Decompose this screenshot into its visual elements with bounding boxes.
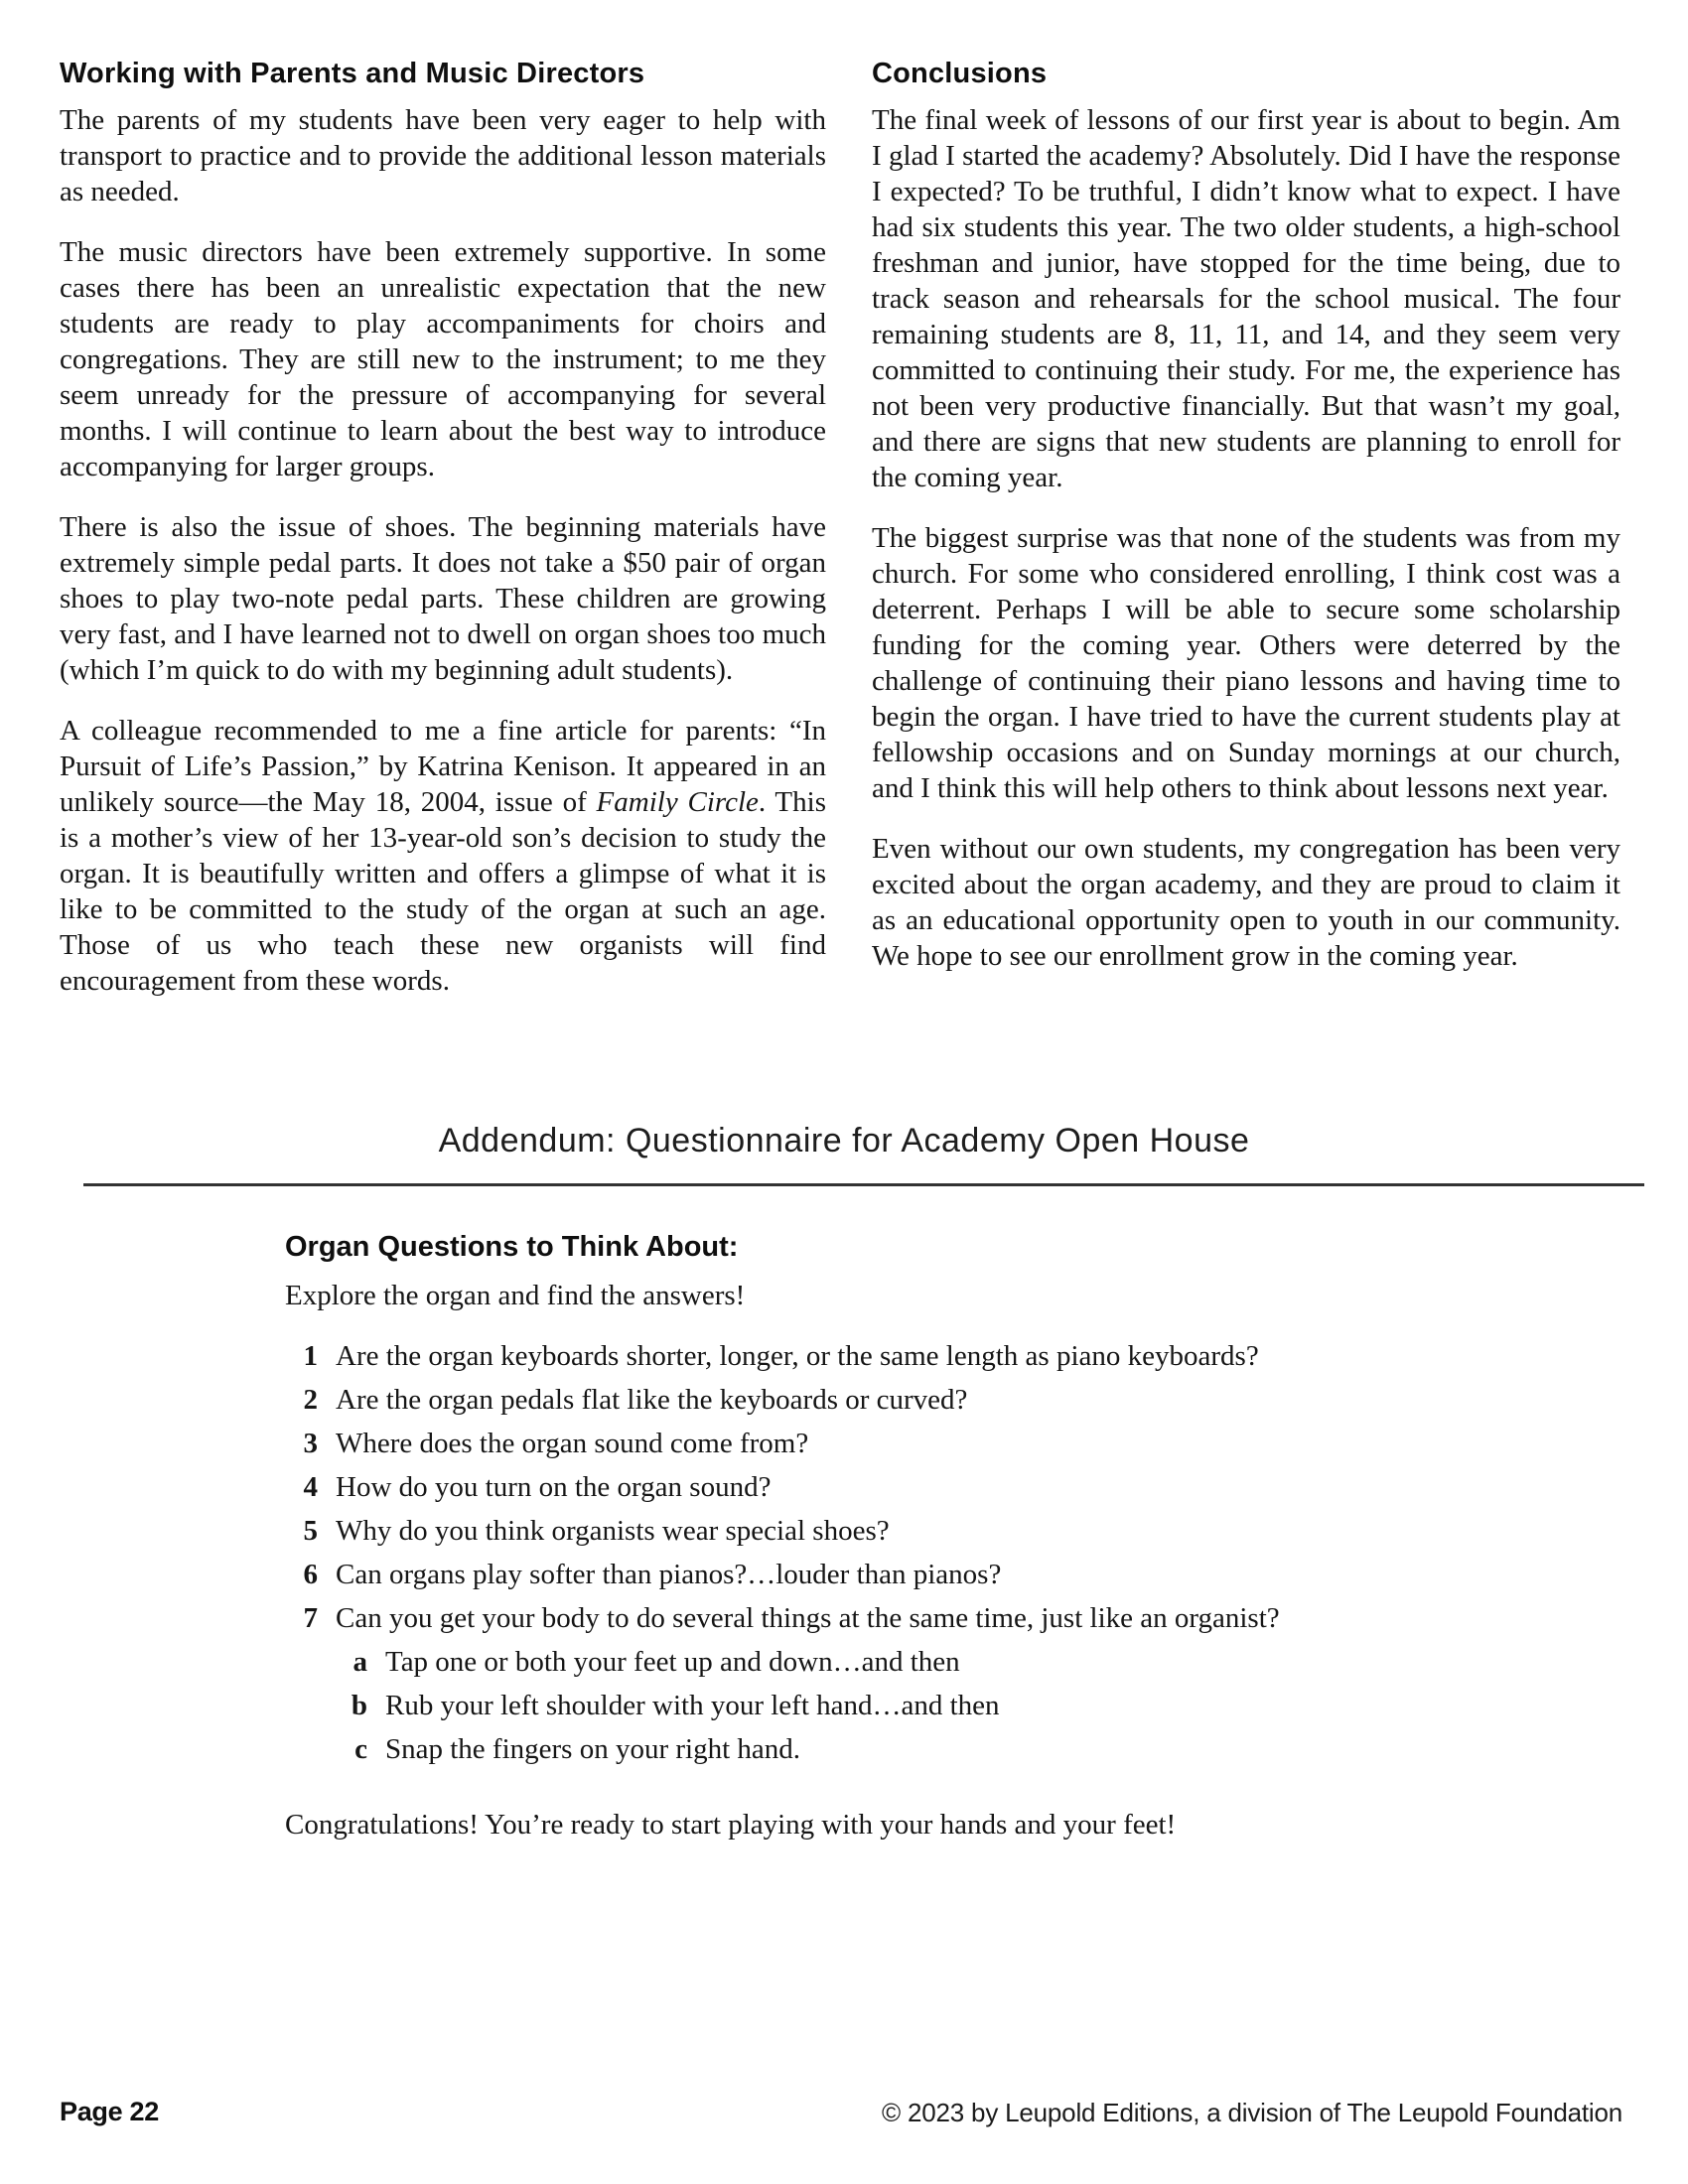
question-text: Where does the organ sound come from? — [336, 1428, 809, 1459]
paragraph: The final week of lessons of our first year is about to begin. Am I glad I started the academy? Absolutely. Did I have the response I expected? To be truthful, I didn’t know what to expect. I have had six students this year. The two older students, a high-school freshman and junior, have stopped for the time being, due to track season and rehearsals for the school musical. The four remaining students are 8, 11, 11, and 14, and they seem very committed to continuing their study. For me, the experience has not been very productive financially. But that wasn’t my goal, and there are signs that new students are planning to enroll for the coming year. — [872, 104, 1620, 493]
page-number: Page 22 — [60, 2097, 159, 2126]
questionnaire-section — [285, 1231, 1417, 1843]
paragraph: There is also the issue of shoes. The beginning materials have extremely simple pedal parts. It does not take a $50 pair of organ shoes to play two-note pedal parts. These children are growing very fast, and I have learned not to dwell on organ shoes too much (which I’m quick to do with my beginning adult students). — [60, 511, 826, 686]
question-substep — [335, 1688, 1417, 1723]
substep-letter: b — [351, 1690, 367, 1721]
paragraph: The music directors have been extremely supportive. In some cases there has been an unrealistic expectation that the new students are ready to play accompaniments for choirs and congregations. They are still new to the instrument; to me they seem unready for the pressure of accompanying for several months. I will continue to learn about the best way to introduce accompanying for larger groups. — [60, 236, 826, 482]
question-item — [285, 1557, 1417, 1592]
left-column — [60, 58, 826, 999]
question-item — [285, 1513, 1417, 1549]
question-substep — [335, 1644, 1417, 1680]
divider-rule — [83, 1183, 1644, 1186]
paragraph: Even without our own students, my congregation has been very excited about the organ academy, and they are proud to claim it as an educational opportunity open to youth in our community. We hope to see our enrollment grow in the coming year. — [872, 833, 1620, 972]
question-text: Can you get your body to do several things at the same time, just like an organist? — [336, 1602, 1280, 1634]
paragraph: The parents of my students have been very eager to help with transport to practice and to provide the additional lesson materials as needed. — [60, 104, 826, 207]
question-item — [285, 1469, 1417, 1505]
question-substep — [335, 1731, 1417, 1767]
question-number: 6 — [303, 1559, 318, 1590]
substep-text: Rub your left shoulder with your left hand…and then — [385, 1690, 1000, 1721]
questions-intro: Explore the organ and find the answers! — [285, 1280, 746, 1311]
question-text: Are the organ pedals flat like the keyboards or curved? — [336, 1384, 968, 1416]
question-item — [285, 1426, 1417, 1461]
question-number: 5 — [303, 1515, 318, 1547]
substep-letter: a — [352, 1646, 367, 1678]
question-item — [285, 1600, 1417, 1636]
question-number: 2 — [303, 1384, 318, 1416]
right-column — [872, 58, 1620, 974]
paragraph: A colleague recommended to me a fine article for parents: “In Pursuit of Life’s Passion,” by Katrina Kenison. It appeared in an unlikely source—the May 18, 2004, issue of Family Circle. This is a mother’s view of her 13-year-old son’s decision to study the organ. It is beautifully written and offers a glimpse of what it is like to be committed to the study of the organ at such an age. Those of us who teach these new organists will find encouragement from these words. — [60, 715, 826, 997]
question-number: 1 — [303, 1340, 318, 1372]
question-text: Are the organ keyboards shorter, longer, or the same length as piano keyboards? — [336, 1340, 1259, 1372]
question-text: Can organs play softer than pianos?…louder than pianos? — [336, 1559, 1002, 1590]
question-item — [285, 1382, 1417, 1418]
question-item — [285, 1338, 1417, 1374]
question-number: 7 — [303, 1602, 318, 1634]
substep-letter: c — [354, 1733, 367, 1765]
addendum-title: Addendum: Questionnaire for Academy Open House — [438, 1122, 1250, 1160]
question-number: 3 — [303, 1428, 318, 1459]
question-text: Why do you think organists wear special shoes? — [336, 1515, 890, 1547]
question-number: 4 — [303, 1471, 318, 1503]
congratulations-line: Congratulations! You’re ready to start playing with your hands and your feet! — [285, 1809, 1177, 1841]
substep-text: Snap the fingers on your right hand. — [385, 1733, 801, 1765]
questions-heading: Organ Questions to Think About: — [285, 1231, 739, 1263]
copyright-notice: © 2023 by Leupold Editions, a division of The Leupold Foundation — [882, 2098, 1622, 2127]
paragraph: The biggest surprise was that none of the students was from my church. For some who considered enrolling, I think cost was a deterrent. Perhaps I will be able to secure some scholarship funding for the coming year. Others were deterred by the challenge of continuing their piano lessons and having time to begin the organ. I have tried to have the current students play at fellowship occasions and on Sunday mornings at our church, and I think this will help others to think about lessons next year. — [872, 522, 1620, 804]
question-text: How do you turn on the organ sound? — [336, 1471, 772, 1503]
heading-working-with-parents: Working with Parents and Music Directors — [60, 58, 645, 89]
heading-conclusions: Conclusions — [872, 58, 1048, 89]
substep-text: Tap one or both your feet up and down…and then — [385, 1646, 960, 1678]
